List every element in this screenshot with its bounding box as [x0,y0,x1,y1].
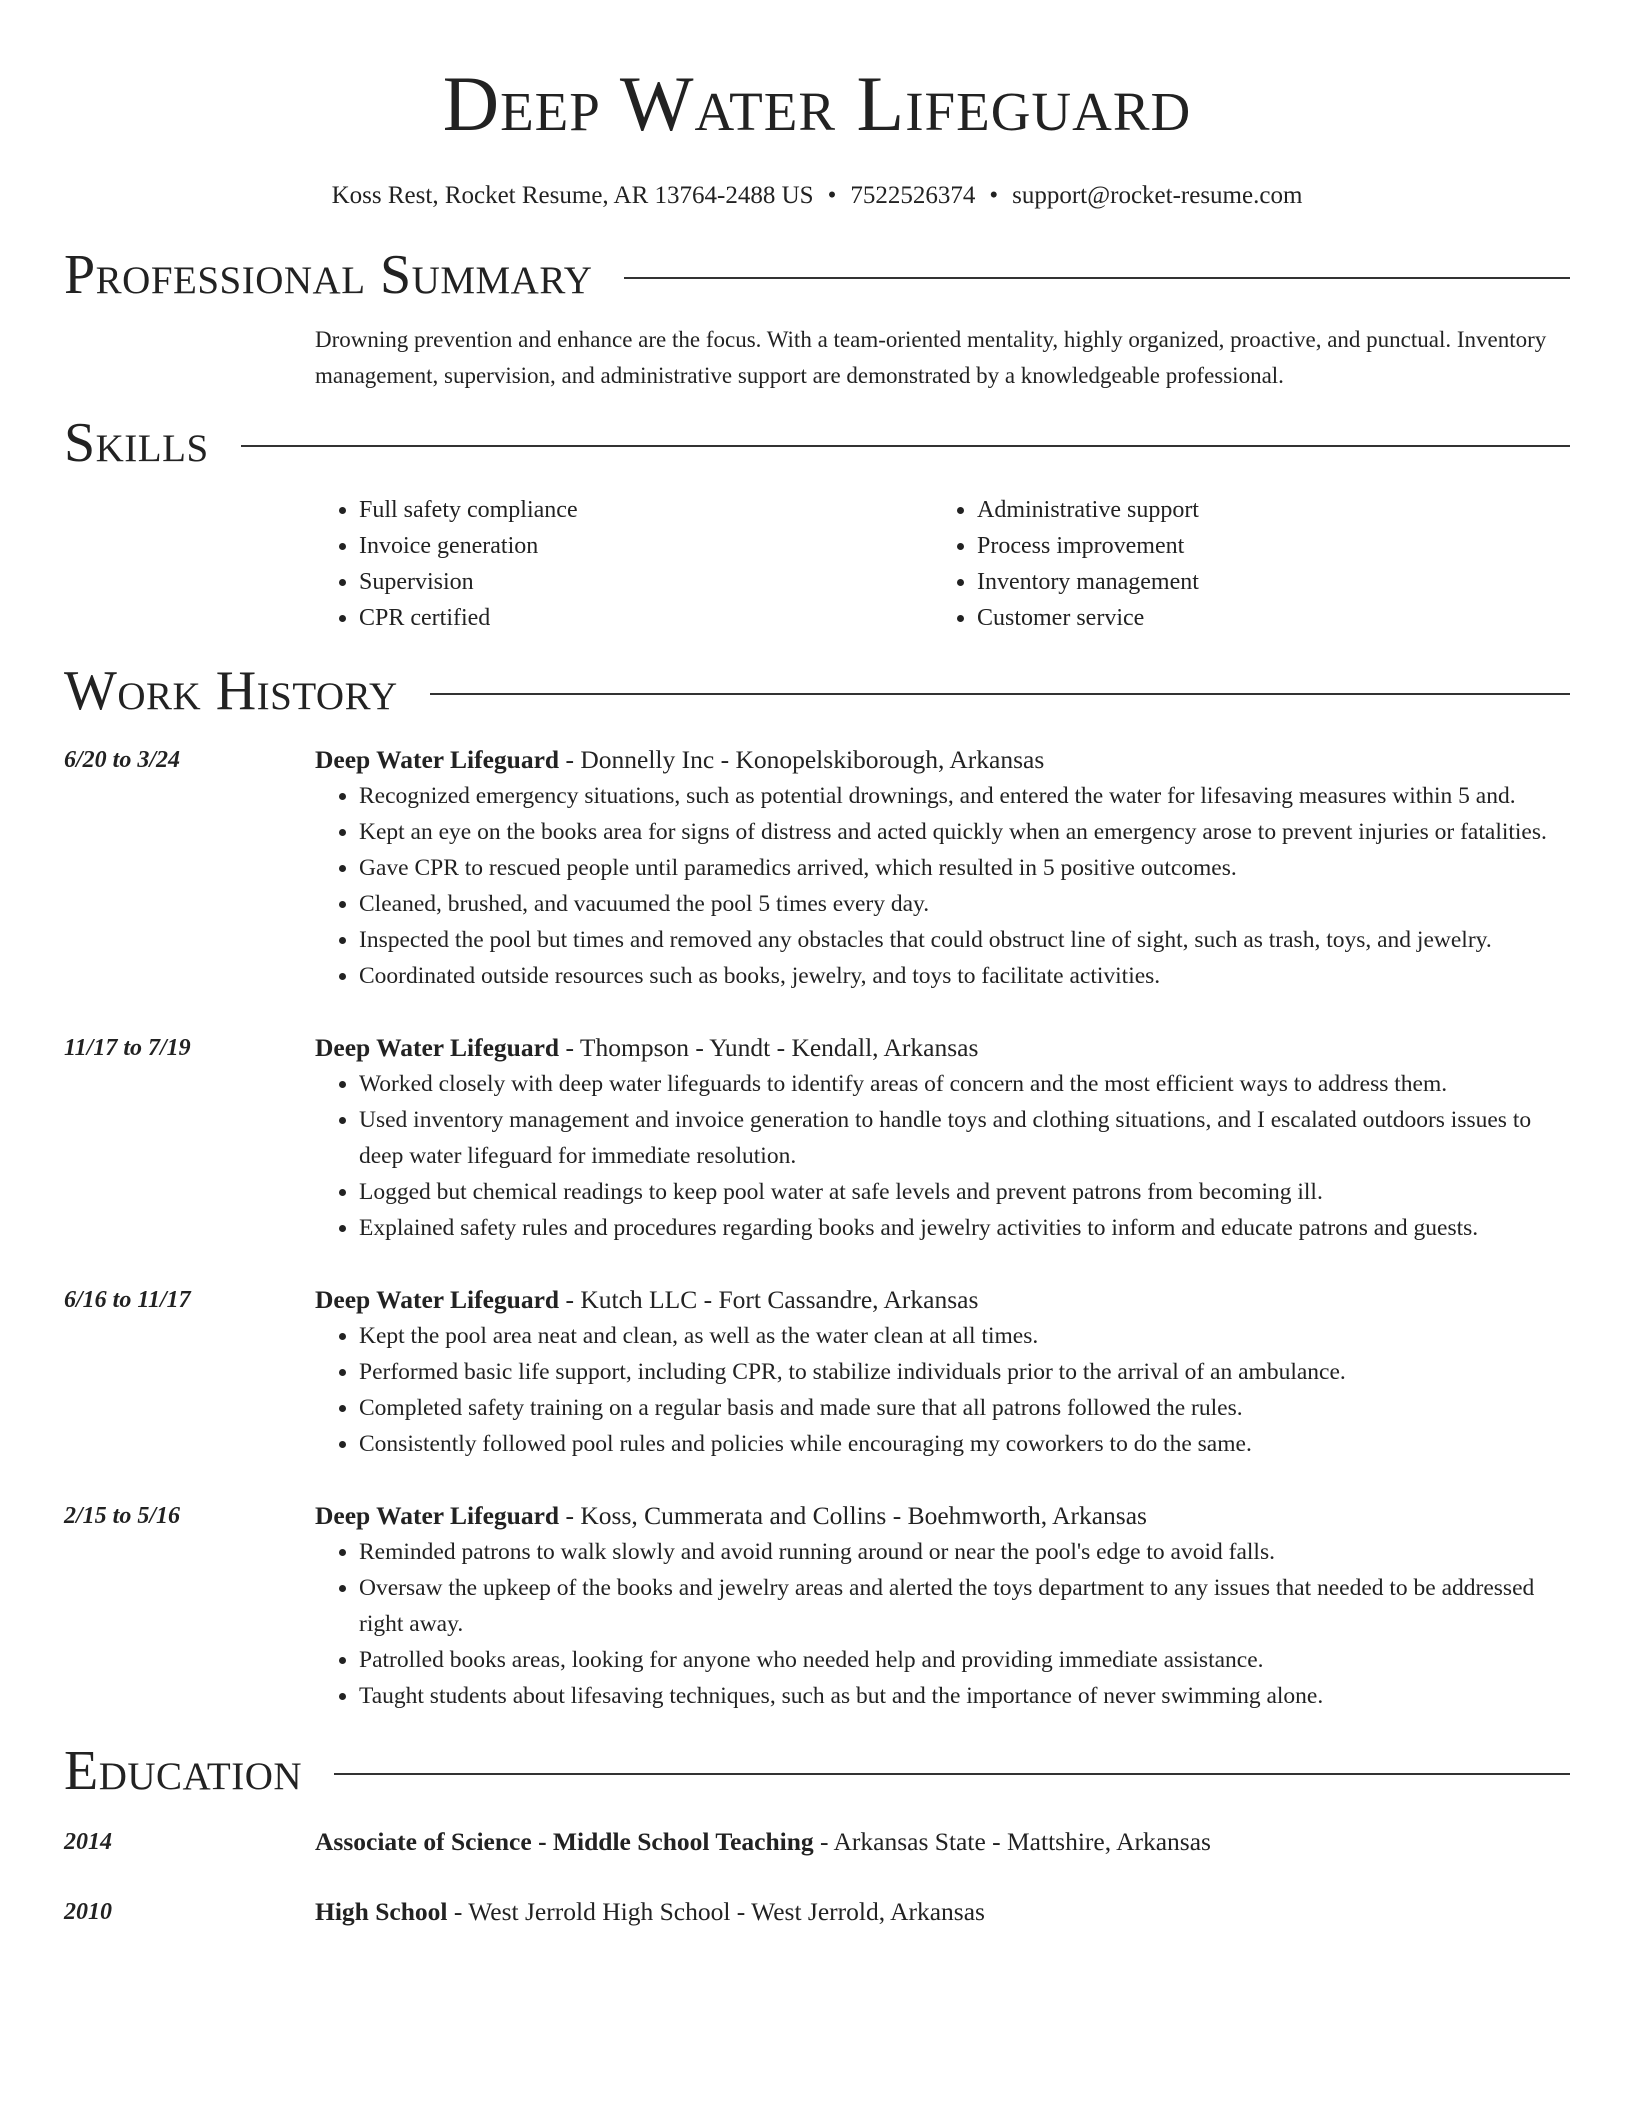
job-dates: 6/16 to 11/17 [64,1287,191,1313]
education-entry [64,1824,1570,1860]
skills-column-left [315,492,933,636]
skill-item: • Invoice generation [359,528,933,564]
job-title: Deep Water Lifeguard [315,1501,560,1530]
job-employer: - Kutch LLC - Fort Cassandre, Arkansas [559,1285,979,1314]
work-heading: Work History [64,660,398,722]
job-bullet: • Gave CPR to rescued people until paramedics arrived, which resulted in 5 positive outcomes. [359,850,1570,886]
education-line [315,1894,1570,1930]
job-body [315,742,1570,994]
job-bullet: • Logged but chemical readings to keep pool water at safe levels and prevent patrons from becoming ill. [359,1174,1570,1210]
job-bullets [315,1318,1570,1462]
job-title-line [315,1030,1570,1066]
job-title: Deep Water Lifeguard [315,1285,560,1314]
job-bullet: • Completed safety training on a regular basis and made sure that all patrons followed the rules. [359,1390,1570,1426]
section-divider [430,693,1570,695]
skills-heading: Skills [64,412,209,474]
section-divider [241,445,1570,447]
job-bullet: • Oversaw the upkeep of the books and jewelry areas and alerted the toys department to any issues that needed to be addressed right away. [359,1570,1570,1642]
skill-item: • Process improvement [977,528,1551,564]
contact-email: support@rocket-resume.com [1012,182,1303,209]
job-bullet: • Coordinated outside resources such as books, jewelry, and toys to facilitate activities. [359,958,1570,994]
job-dates: 2/15 to 5/16 [64,1503,181,1529]
skill-item: • Administrative support [977,492,1551,528]
education-school: - West Jerrold High School - West Jerrold, Arkansas [447,1897,985,1926]
contact-line [64,180,1570,212]
summary-section-header [64,240,1570,310]
skill-item: • Supervision [359,564,933,600]
job-body [315,1030,1570,1246]
education-entry [64,1894,1570,1930]
contact-separator: • [989,182,999,209]
job-entry [64,1498,1570,1714]
section-divider [334,1773,1570,1775]
education-year: 2010 [64,1899,112,1925]
education-degree: Associate of Science - Middle School Teaching [315,1827,814,1856]
skills-list [64,492,1570,636]
job-dates: 6/20 to 3/24 [64,747,181,773]
job-bullet: • Kept the pool area neat and clean, as well as the water clean at all times. [359,1318,1570,1354]
skill-item: • Full safety compliance [359,492,933,528]
education-line [315,1824,1570,1860]
job-bullet: • Taught students about lifesaving techniques, such as but and the importance of never swimming alone. [359,1678,1570,1714]
education-heading: Education [64,1740,303,1802]
job-bullet: • Explained safety rules and procedures regarding books and jewelry activities to inform and educate patrons and guests. [359,1210,1570,1246]
job-body [315,1498,1570,1714]
education-section-header [64,1736,1570,1806]
contact-address: Koss Rest, Rocket Resume, AR 13764-2488 US [331,182,814,209]
job-bullet: • Used inventory management and invoice generation to handle toys and clothing situations, and I escalated outdoors issues to deep water lifeguard for immediate resolution. [359,1102,1570,1174]
contact-phone: 7522526374 [850,182,976,209]
job-bullets [315,778,1570,994]
job-bullets [315,1534,1570,1714]
education-school: - Arkansas State - Mattshire, Arkansas [813,1827,1211,1856]
skill-item: • Customer service [977,600,1551,636]
skill-item: • Inventory management [977,564,1551,600]
job-employer: - Donnelly Inc - Konopelskiborough, Arkansas [559,745,1045,774]
job-title: Deep Water Lifeguard [315,745,560,774]
job-bullet: • Inspected the pool but times and removed any obstacles that could obstruct line of sight, such as trash, toys, and jewelry. [359,922,1570,958]
job-bullet: • Patrolled books areas, looking for anyone who needed help and providing immediate assistance. [359,1642,1570,1678]
job-bullet: • Kept an eye on the books area for signs of distress and acted quickly when an emergency arose to prevent injuries or fatalities. [359,814,1570,850]
job-employer: - Thompson - Yundt - Kendall, Arkansas [559,1033,979,1062]
contact-separator: • [827,182,837,209]
job-entry [64,1282,1570,1462]
skill-item: • CPR certified [359,600,933,636]
skills-section-header [64,408,1570,478]
job-title: Deep Water Lifeguard [315,1033,560,1062]
job-title-line [315,742,1570,778]
job-bullet: • Consistently followed pool rules and policies while encouraging my coworkers to do the same. [359,1426,1570,1462]
job-bullets [315,1066,1570,1246]
skills-column-right [933,492,1551,636]
summary-text: Drowning prevention and enhance are the focus. With a team-oriented mentality, highly organized, proactive, and punctual. Inventory management, supervision, and administrative support are demonstrated by a knowledgeable professional. [315,327,1547,388]
job-bullet: • Reminded patrons to walk slowly and avoid running around or near the pool's edge to avoid falls. [359,1534,1570,1570]
work-section-header [64,656,1570,726]
summary-heading: Professional Summary [64,244,593,306]
job-title-line [315,1498,1570,1534]
job-entry [64,1030,1570,1246]
job-bullet: • Recognized emergency situations, such as potential drownings, and entered the water for lifesaving measures within 5 and. [359,778,1570,814]
job-title-line [315,1282,1570,1318]
job-bullet: • Worked closely with deep water lifeguards to identify areas of concern and the most efficient ways to address them. [359,1066,1570,1102]
job-body [315,1282,1570,1462]
education-year: 2014 [64,1829,112,1855]
section-divider [624,277,1570,279]
job-employer: - Koss, Cummerata and Collins - Boehmworth, Arkansas [559,1501,1147,1530]
job-bullet: • Performed basic life support, including CPR, to stabilize individuals prior to the arrival of an ambulance. [359,1354,1570,1390]
job-dates: 11/17 to 7/19 [64,1035,191,1061]
job-entry [64,742,1570,994]
job-bullet: • Cleaned, brushed, and vacuumed the pool 5 times every day. [359,886,1570,922]
candidate-name: Deep Water Lifeguard [442,60,1192,147]
education-degree: High School [315,1897,448,1926]
